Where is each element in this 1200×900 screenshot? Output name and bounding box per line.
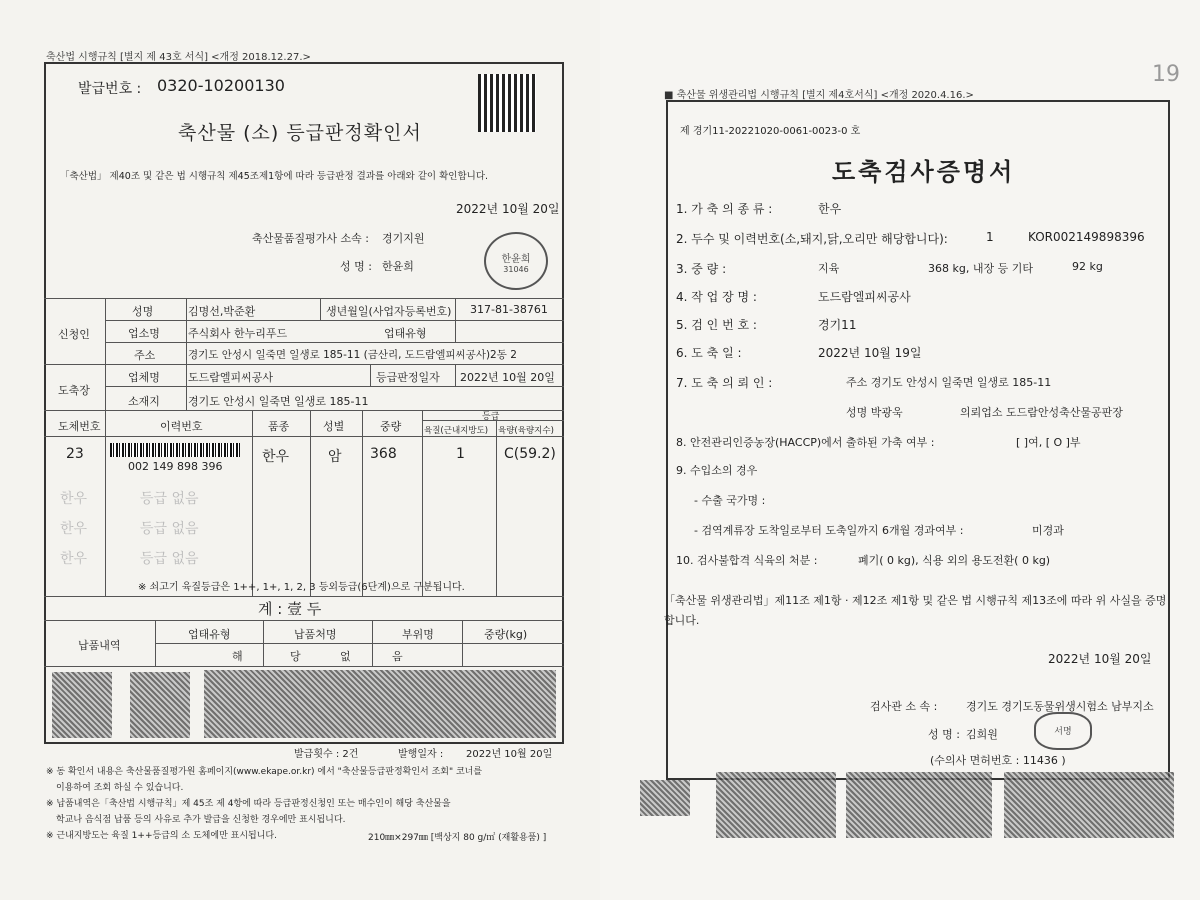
workplace-label: 4. 작 업 장 명 :	[676, 290, 757, 304]
delivery-none-4: 음	[392, 650, 403, 663]
inspector-seal	[1034, 712, 1092, 750]
breed: 한우	[262, 449, 290, 465]
delivery-weight-header: 중량(kg)	[484, 628, 528, 641]
intro-text: 「축산법」 제40조 및 같은 법 시행규칙 제45조제1항에 따라 등급판정 결과를 아래와 같이 확인합니다.	[60, 171, 489, 182]
document-title: 축산물 (소) 등급판정확인서	[178, 122, 422, 144]
col-weight: 중량	[380, 420, 402, 433]
import-label: 9. 수입소의 경우	[676, 464, 758, 477]
faded-row-2-grade: 등급 없음	[140, 521, 199, 537]
inspection-number-label: 5. 검 인 번 호 :	[676, 318, 757, 332]
inspector-seal-text: 서명	[1054, 727, 1072, 737]
issue-number: 0320-10200130	[157, 76, 285, 95]
requester-business: 의뢰업소 도드람안성축산물공판장	[960, 406, 1123, 419]
slaughterhouse-name: 도드람엘피씨공사	[188, 371, 274, 384]
delivery-none-2: 당	[290, 650, 301, 663]
grader-seal-name: 한윤희	[501, 254, 531, 265]
inspector-name: 김희원	[966, 728, 998, 741]
sex: 암	[328, 449, 342, 465]
redacted-block	[52, 672, 112, 738]
delivery-none-1: 해	[232, 650, 243, 663]
redacted-block	[130, 672, 190, 738]
slaughterhouse-label: 도축장	[58, 384, 90, 397]
trace-number: KOR002149898396	[1028, 230, 1145, 244]
location: 경기도 안성시 일죽면 일생로 185-11	[188, 395, 369, 408]
offal-weight: 92 kg	[1072, 260, 1103, 273]
grader-seal-number: 31046	[503, 265, 529, 274]
trace-barcode	[110, 443, 240, 457]
issue-number-label: 발급번호 :	[78, 81, 142, 97]
requester-label: 7. 도 축 의 뢰 인 :	[676, 376, 773, 390]
rejected-meat-disposal: 폐기( 0 kg), 식용 외의 용도전환( 0 kg)	[858, 554, 1051, 567]
issue-date: 2022년 10월 20일	[466, 749, 553, 760]
requester-name: 성명 박광욱	[846, 406, 903, 419]
rejected-meat-label: 10. 검사불합격 식육의 처분 :	[676, 554, 818, 567]
footnote-2b: 학교나 음식점 납품 등의 사유로 추가 발급을 신청한 경우에만 표시됩니다.	[56, 815, 346, 825]
document-number: 제 경기11-20221020-0061-0023-0 호	[680, 126, 861, 137]
inspector-affiliation: 경기도 경기도동물위생시험소 남부지소	[966, 700, 1154, 713]
business-name: 주식회사 한누리푸드	[188, 327, 288, 340]
export-country-label: - 수출 국가명 :	[694, 494, 766, 507]
faded-row-2-breed: 한우	[60, 521, 88, 537]
col-breed: 품종	[268, 420, 290, 433]
form-reference: ■ 축산물 위생관리법 시행규칙 [별지 제4호서식] <개정 2020.4.16.>	[664, 90, 974, 101]
certificate-date: 2022년 10월 20일	[1048, 652, 1152, 666]
col-meat-quality: 육질(근내지방도)	[424, 426, 489, 436]
carcass-label: 지육	[818, 262, 840, 275]
document-title: 도축검사증명서	[832, 158, 1016, 186]
slaughterhouse-name-label: 업체명	[128, 371, 160, 384]
col-trace-no: 이력번호	[160, 420, 203, 433]
delivery-part-header: 부위명	[402, 628, 434, 641]
form-reference: 축산법 시행규칙 [별지 제 43호 서식] <개정 2018.12.27.>	[46, 52, 311, 63]
weight: 368	[370, 446, 397, 462]
name-label: 성명	[132, 305, 154, 318]
slaughter-date-label: 6. 도 축 일 :	[676, 346, 742, 360]
workplace: 도드람엘피씨공사	[818, 290, 911, 304]
haccp-label: 8. 안전관리인증농장(HACCP)에서 출하된 가축 여부 :	[676, 436, 935, 449]
quarantine-period-label: - 검역계류장 도착일로부터 도축일까지 6개월 경과여부 :	[694, 524, 964, 537]
registration-label: 생년월일(사업자등록번호)	[326, 305, 452, 318]
col-yield: 육량(육량지수)	[498, 426, 554, 436]
grade-date-label: 등급판정일자	[376, 371, 440, 384]
issue-date-label: 발행일자 :	[398, 749, 444, 760]
paper-spec: 210㎜×297㎜ [백상지 80 g/㎡ (재활용품) ]	[368, 833, 547, 843]
inspector-affiliation-label: 검사관 소 속 :	[870, 700, 938, 713]
yield-grade: C(59.2)	[504, 446, 556, 462]
qr-code	[478, 74, 536, 132]
grader-name: 한윤희	[382, 260, 414, 273]
issue-count: 발급횟수 : 2건	[294, 749, 359, 760]
grade-note: ※ 쇠고기 육질등급은 1++, 1+, 1, 2, 3 등외등급(6단계)으로 구분됩니다.	[138, 582, 465, 593]
inspection-number: 경기11	[818, 318, 857, 332]
applicant-label: 신청인	[58, 328, 90, 341]
carcass-weight: 368 kg, 내장 등 기타	[928, 262, 1033, 275]
inspector-name-label: 성 명 :	[928, 728, 960, 741]
headcount: 1	[986, 230, 994, 244]
vet-license-number: (수의사 면허번호 : 11436 )	[930, 754, 1066, 767]
grade-date: 2022년 10월 20일	[460, 371, 555, 384]
grader-name-label: 성 명 :	[340, 260, 372, 273]
footnote-3: ※ 근내지방도는 육질 1++등급의 소 도체에만 표시됩니다.	[46, 831, 277, 841]
delivery-destination-header: 납품처명	[294, 628, 337, 641]
redacted-block	[716, 772, 836, 838]
col-carcass-no: 도체번호	[58, 420, 101, 433]
carcass-number: 23	[66, 446, 84, 462]
registration-number: 317-81-38761	[470, 303, 548, 316]
business-name-label: 업소명	[128, 327, 160, 340]
redacted-block	[640, 780, 690, 816]
meat-grade: 1	[456, 446, 465, 462]
footnote-1b: 이용하여 조회 하실 수 있습니다.	[56, 783, 184, 793]
quarantine-period: 미경과	[1032, 524, 1064, 537]
delivery-label: 납품내역	[78, 639, 121, 652]
headcount-label: 2. 두수 및 이력번호(소,돼지,닭,오리만 해당합니다):	[676, 232, 948, 246]
grader-seal	[484, 232, 548, 290]
redacted-block	[1004, 772, 1174, 838]
trace-number: 002 149 898 396	[128, 460, 223, 473]
requester-address: 주소 경기도 안성시 일죽면 일생로 185-11	[846, 376, 1052, 389]
total-count: 계 : 壹 두	[258, 600, 322, 618]
business-type-label: 업태유형	[384, 327, 427, 340]
delivery-biztype-header: 업태유형	[188, 628, 231, 641]
delivery-none-3: 없	[340, 650, 351, 663]
haccp-status: [ ]여, [ O ]부	[1016, 436, 1081, 449]
faded-row-1-breed: 한우	[60, 491, 88, 507]
weight-label: 3. 중 량 :	[676, 262, 727, 276]
location-label: 소재지	[128, 395, 160, 408]
redacted-block	[846, 772, 992, 838]
certification-statement-end: 합니다.	[664, 614, 700, 627]
livestock-type-label: 1. 가 축 의 종 류 :	[676, 202, 773, 216]
address-label: 주소	[134, 349, 156, 362]
applicant-address: 경기도 안성시 일죽면 일생로 185-11 (금산리, 도드람엘피씨공사)2동 2	[188, 349, 517, 361]
livestock-type: 한우	[818, 202, 842, 216]
page-mark: 19	[1152, 62, 1180, 87]
col-grade: 등급	[482, 412, 500, 422]
grader-affiliation-label: 축산물품질평가사 소속 :	[252, 232, 369, 245]
faded-row-3-breed: 한우	[60, 551, 88, 567]
certificate-date: 2022년 10월 20일	[456, 202, 560, 216]
footnote-1: ※ 동 확인서 내용은 축산물품질평가원 홈페이지(www.ekape.or.kr) 에서 "축산물등급판정확인서 조회" 코너를	[46, 767, 483, 777]
grader-affiliation: 경기지원	[382, 232, 425, 245]
redacted-block	[204, 670, 556, 738]
slaughter-date: 2022년 10월 19일	[818, 346, 922, 360]
faded-row-1-grade: 등급 없음	[140, 491, 199, 507]
certification-statement: 「축산물 위생관리법」제11조 제1항 · 제12조 제1항 및 같은 법 시행규칙 제13조에 따라 위 사실을 증명	[664, 594, 1167, 607]
faded-row-3-grade: 등급 없음	[140, 551, 199, 567]
applicant-name: 김명선,박준환	[188, 305, 256, 318]
col-sex: 성별	[323, 420, 345, 433]
footnote-2: ※ 납품내역은「축산법 시행규칙」제 45조 제 4항에 따라 등급판정신청인 또는 매수인이 해당 축산물을	[46, 799, 451, 809]
